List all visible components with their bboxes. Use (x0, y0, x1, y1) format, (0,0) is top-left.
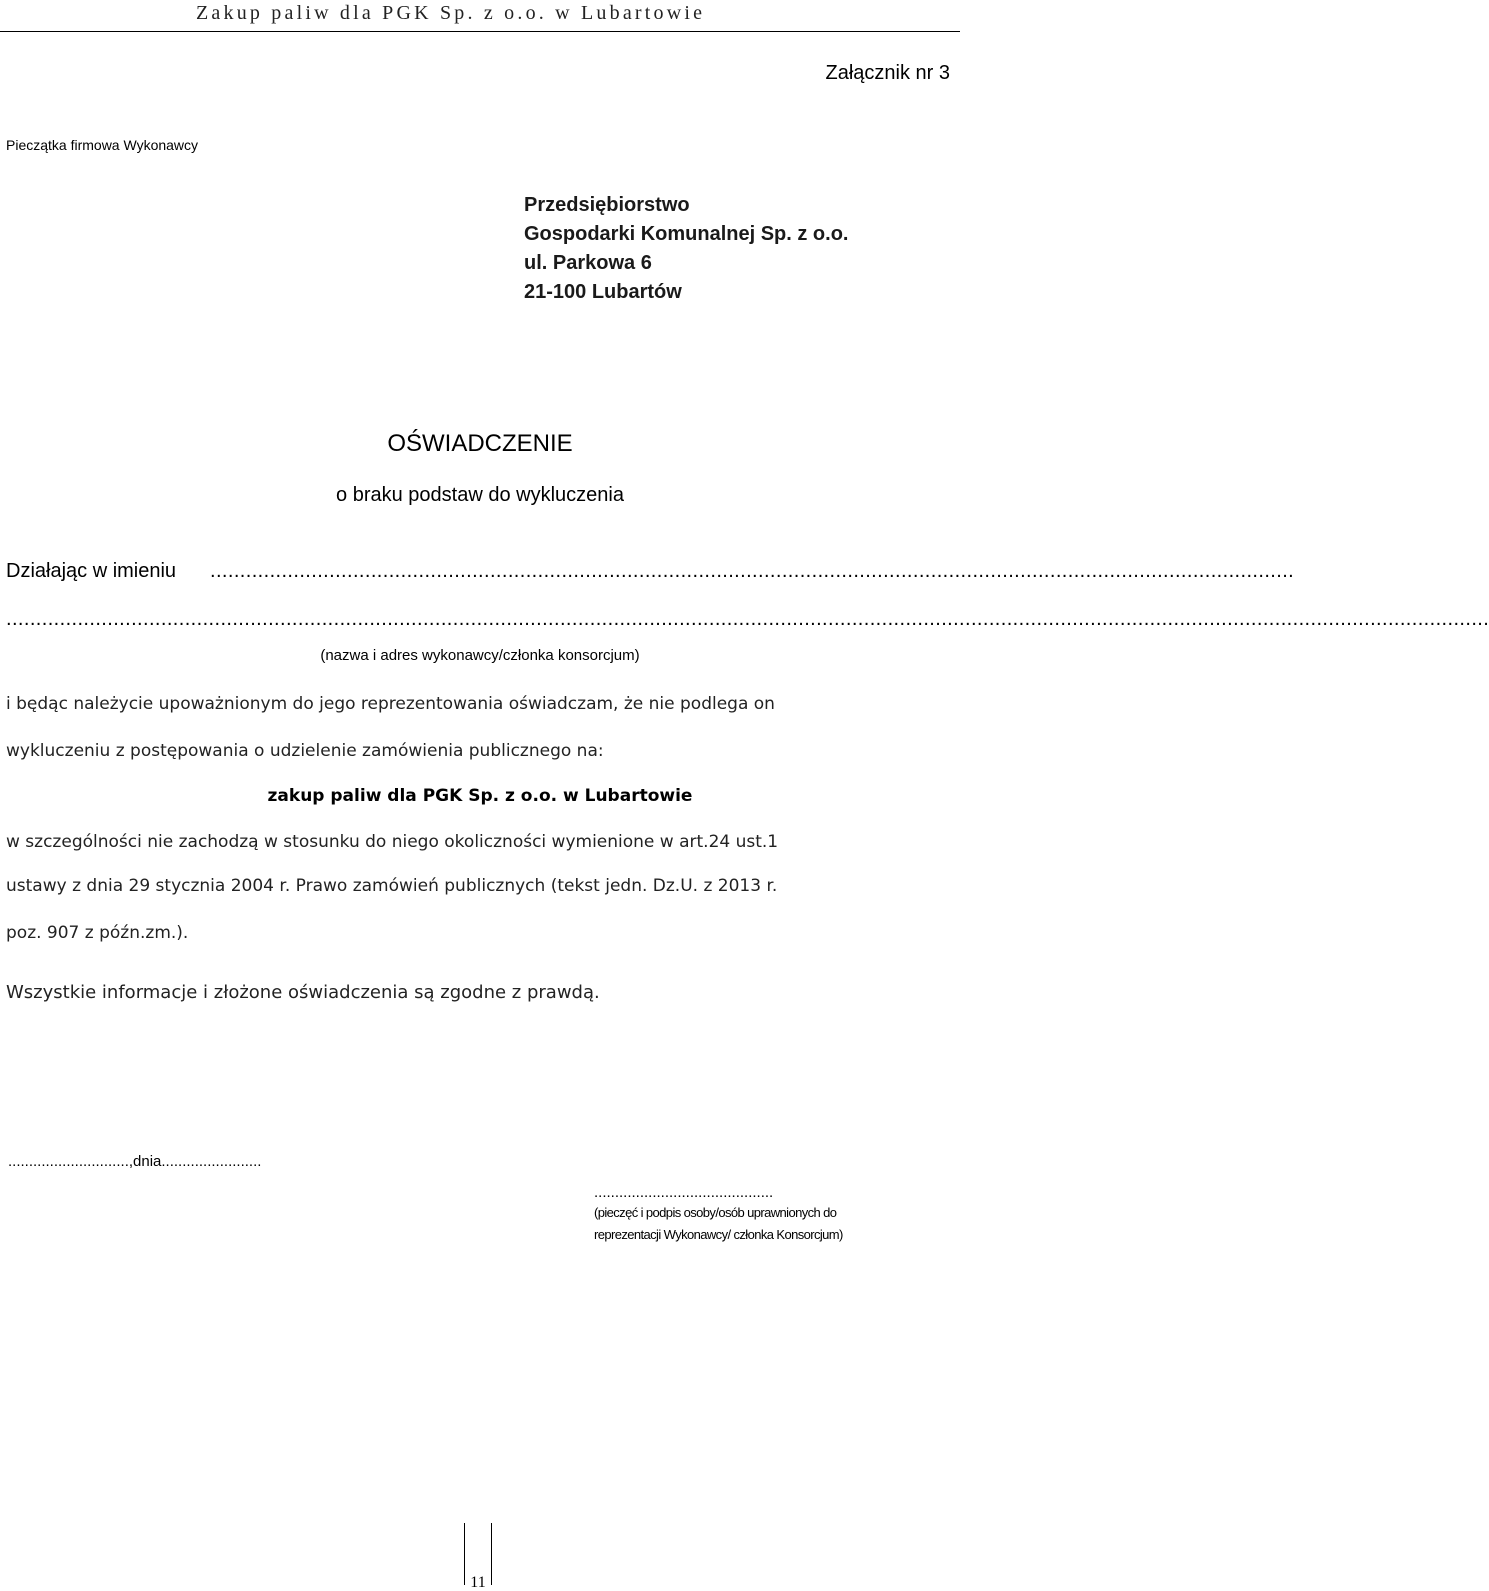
addressee-block (524, 191, 848, 307)
running-header: Zakup paliw dla PGK Sp. z o.o. w Lubartowie (196, 2, 706, 24)
signature-caption-line: reprezentacji Wykonawcy/ członka Konsorcjum) (594, 1227, 843, 1242)
signature-caption-line: (pieczęć i podpis osoby/osób uprawnionych do (594, 1205, 837, 1220)
header-rule (0, 31, 960, 32)
fill-in-dots: ......................................................................................................................................................................................................................................................... (6, 608, 1489, 630)
page-number: 11 (470, 1574, 486, 1591)
document-subtitle: o braku podstaw do wykluczenia (336, 484, 624, 506)
truth-statement: Wszystkie informacje i złożone oświadczenia są zgodne z prawdą. (6, 982, 600, 1003)
body-line: w szczególności nie zachodzą w stosunku do niego okoliczności wymienione w art.24 ust.1 (6, 832, 779, 852)
addressee-line: ul. Parkowa 6 (524, 252, 652, 274)
attachment-label: Załącznik nr 3 (825, 62, 950, 84)
addressee-line: Gospodarki Komunalnej Sp. z o.o. (524, 223, 849, 245)
signature-dots: ........................................... (594, 1184, 774, 1201)
addressee-line: 21-100 Lubartów (524, 281, 682, 303)
body-line: ustawy z dnia 29 stycznia 2004 r. Prawo zamówień publicznych (tekst jedn. Dz.U. z 2013 r. (6, 876, 778, 896)
date-line: .............................,dnia........................ (8, 1153, 262, 1170)
document-title: OŚWIADCZENIE (387, 430, 573, 457)
name-caption: (nazwa i adres wykonawcy/członka konsorcjum) (320, 647, 640, 664)
acting-label: Działając w imieniu (6, 560, 177, 582)
addressee-line: Przedsiębiorstwo (524, 194, 690, 216)
body-line: i będąc należycie upoważnionym do jego reprezentowania oświadczam, że nie podlega on (6, 694, 775, 714)
body-line: wykluczeniu z postępowania o udzielenie zamówienia publicznego na: (6, 741, 604, 761)
body-line: poz. 907 z późn.zm.). (6, 923, 189, 943)
signature-caption (594, 1202, 843, 1246)
fill-in-dots: ...................................................................................................................................................................................... (210, 560, 1295, 582)
stamp-label: Pieczątka firmowa Wykonawcy (6, 137, 199, 153)
procurement-subject: zakup paliw dla PGK Sp. z o.o. w Lubartowie (267, 786, 693, 806)
